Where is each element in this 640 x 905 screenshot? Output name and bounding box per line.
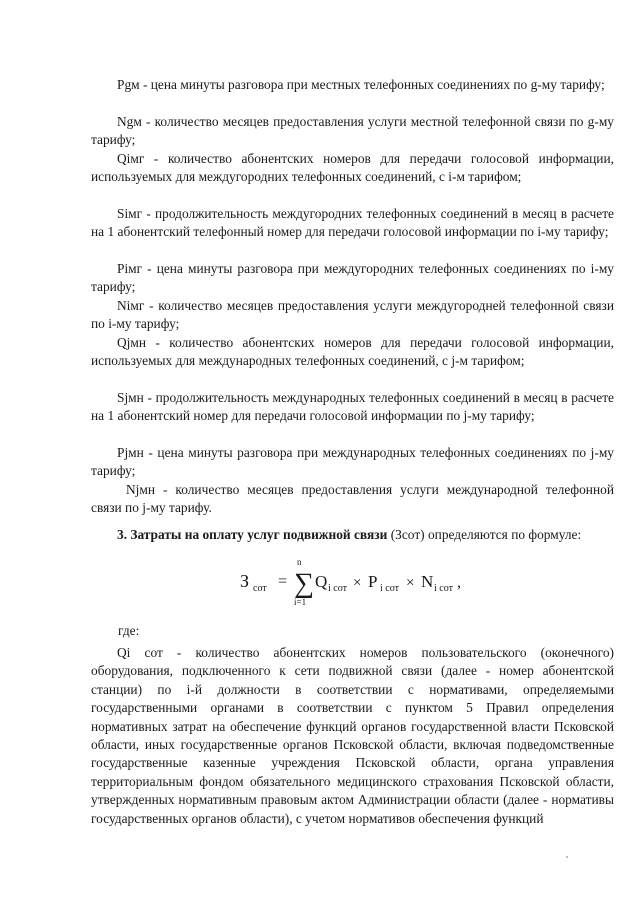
formula-q: Q xyxy=(315,572,328,591)
section-3-text: (Зсот) определяются по формуле: xyxy=(387,527,582,542)
definition-qimg: Qiмг - количество абонентских номеров для передачи голосовой информации, используемых для междугородних телефонных соединений, с i-м тарифом; xyxy=(91,151,614,185)
formula-lhs-sub: сот xyxy=(253,583,267,594)
where-label: где: xyxy=(118,623,140,638)
formula-n: N xyxy=(421,572,434,591)
formula-lhs: З xyxy=(240,571,250,591)
section-3-title: 3. Затраты на оплату услуг подвижной связи xyxy=(117,527,388,542)
formula-sum-sign: ∑ xyxy=(294,568,314,599)
definition-qjmn: Qjмн - количество абонентских номеров для передачи голосовой информации, используемых для международных телефонных соединений, с j-м тарифом; xyxy=(91,335,614,369)
formula-equals: = xyxy=(278,573,288,590)
section-3-heading xyxy=(91,526,614,544)
formula-times-1: × xyxy=(353,575,362,591)
definition-ngm: Ngм - количество месяцев предоставления услуги местной телефонной связи по g-му тарифу; xyxy=(91,114,614,148)
definition-simg: Siмг - продолжительность междугородних телефонных соединений в месяц в расчете на 1 абонентский телефонный номер для передачи голосовой информации по i-му тарифу; xyxy=(91,206,614,240)
formula-q-sub: i сот xyxy=(328,583,347,594)
definition-qi-sot: Qi сот - количество абонентских номеров пользовательского (оконечного) оборудования, подключенного к сети подвижной связи (далее - номер абонентской станции) по i-й должности в соответствии с нормативами, определяемыми государственными органами в соответствии с пунктом 5 Правил определения нормативных затрат на обеспечение функций органов государственной власти Псковской области, иных государственные органов Псковской области, включая подведомственные государственные казенные учреждения Псковской области, органа управления территориальным фондом обязательного медицинского страхования Псковской области, утвержденных нормативным правовым актом Администрации области (далее - нормативы государственных органов области), с учетом нормативов обеспечения функций xyxy=(91,645,614,826)
formula-mobile-costs xyxy=(240,556,490,608)
definition-pjmn: Pjмн - цена минуты разговора при международных телефонных соединениях по j-му тарифу; xyxy=(91,445,614,479)
formula-n-sub: i сот xyxy=(434,583,453,594)
definition-pimg: Piмг - цена минуты разговора при междугородних телефонных соединениях по i-му тарифу; xyxy=(91,261,614,295)
definition-pgm: Pgм - цена минуты разговора при местных телефонных соединениях по g-му тарифу; xyxy=(117,77,605,92)
formula-times-2: × xyxy=(406,575,415,591)
definition-njmn: Njмн - количество месяцев предоставления услуги международной телефонной связи по j-му тарифу. xyxy=(91,482,614,516)
formula-comma: , xyxy=(457,574,461,591)
definition-nimg: Niмг - количество месяцев предоставления услуги междугородней телефонной связи по i-му тарифу; xyxy=(91,298,614,332)
scan-dot xyxy=(566,856,568,858)
formula-sum-bottom: i=1 xyxy=(294,597,307,607)
definition-sjmn: Sjмн - продолжительность международных телефонных соединений в месяц в расчете на 1 абонентский номер для передачи голосовой информации по j-му тарифу; xyxy=(91,390,614,424)
formula-sum-top: n xyxy=(297,557,302,567)
formula-p: P xyxy=(368,572,378,591)
formula-p-sub: i сот xyxy=(380,583,399,594)
